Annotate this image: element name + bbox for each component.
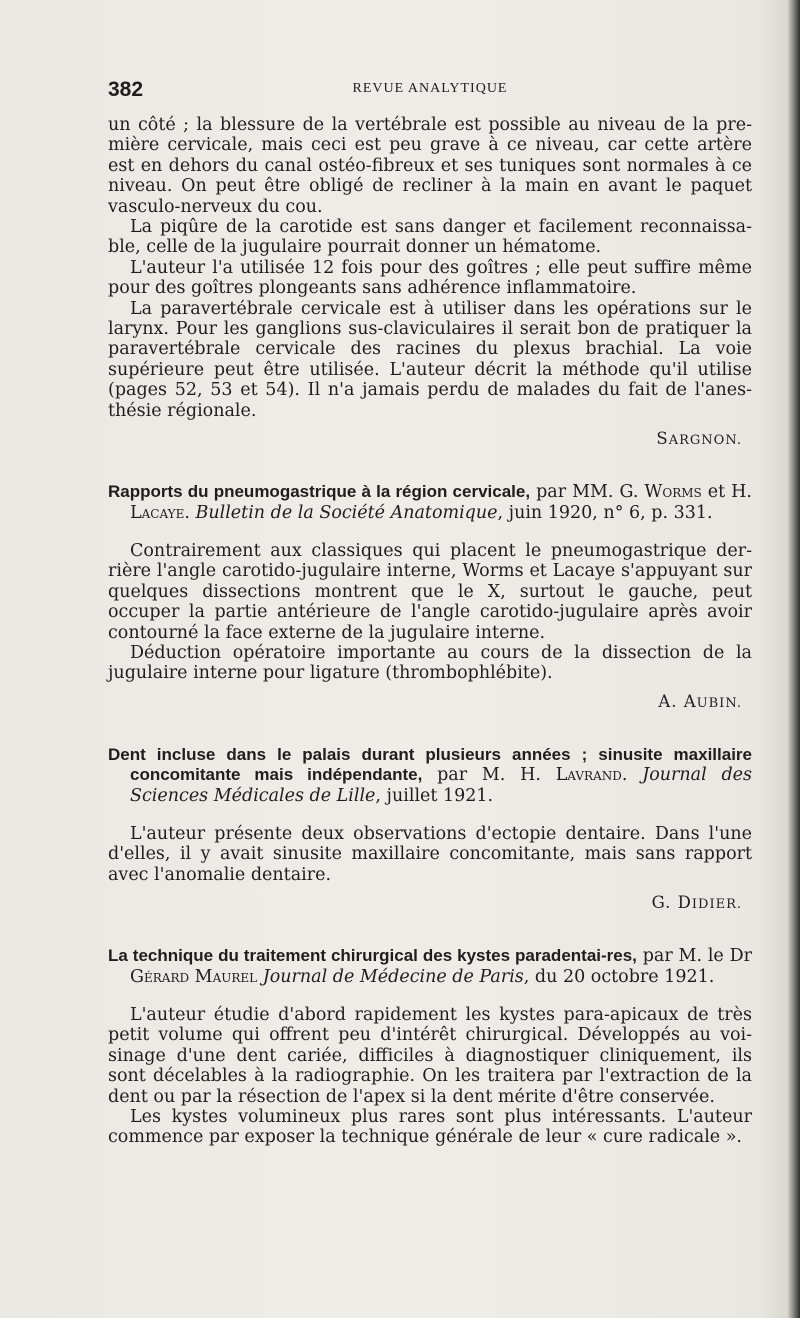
journal-name: Bulletin de la Société Anatomique bbox=[195, 502, 498, 523]
page-number: 382 bbox=[108, 78, 144, 101]
page-edge-shadow bbox=[788, 0, 800, 1318]
title-text: , juillet 1921. bbox=[375, 785, 494, 806]
signature-prefix: A. A bbox=[658, 691, 697, 711]
title-bold: Dent incluse dans le palais durant plusieurs années ; sinusite maxillaire concomitante mais indépendante, bbox=[108, 744, 752, 785]
author-name: Lacaye bbox=[130, 502, 185, 523]
signature-rest: IDIER. bbox=[691, 897, 742, 913]
title-text: et H. bbox=[701, 482, 752, 503]
article-title-kystes bbox=[108, 946, 752, 987]
page-body bbox=[108, 115, 752, 1148]
article-paragraph: Les kystes volumineux plus rares sont plus intéressants. L'auteur commence par exposer la technique générale de leur « cure radicale ». bbox=[108, 1107, 752, 1148]
author-name: Gérard Maurel bbox=[130, 966, 258, 987]
page-header bbox=[108, 78, 752, 102]
intro-paragraph: La piqûre de la carotide est sans danger et facilement reconnaissa-ble, celle de la jugulaire pourrait donner un hématome. bbox=[108, 217, 752, 258]
journal-name: Journal des Sciences Médicales de Lille bbox=[130, 765, 752, 806]
signature-rest: ARGNON. bbox=[668, 433, 742, 449]
title-text: par M. H. bbox=[422, 765, 556, 786]
signature-sargnon bbox=[108, 429, 742, 448]
article-title-dent-incluse bbox=[108, 745, 752, 806]
title-text: , du 20 octobre 1921. bbox=[523, 966, 715, 987]
article-paragraph: L'auteur étudie d'abord rapidement les kystes para-apicaux de très petit volume qui offrent peu d'intérêt chirurgical. Développés au voi-sinage d'une dent cariée, difficiles à diagnostiquer cliniquement, ils sont décelables à la radiographie. On les traitera par l'extraction de la dent ou par la résection de l'apex si la dent mérite d'être conservée. bbox=[108, 1005, 752, 1107]
article-title-pneumogastrique bbox=[108, 482, 752, 523]
running-head: REVUE ANALYTIQUE bbox=[352, 81, 508, 96]
signature-initial: S bbox=[656, 429, 669, 449]
title-text: par MM. G. bbox=[530, 482, 645, 503]
intro-paragraph: La paravertébrale cervicale est à utiliser dans les opérations sur le larynx. Pour les ganglions sus-claviculaires il serait bon de pratiquer la paravertébrale cervicale des racines du plexus brachial. La voie supérieure peut être utilisée. L'auteur décrit la méthode qu'il utilise (pages 52, 53 et 54). Il n'a jamais perdu de malades du fait de l'anes-thésie régionale. bbox=[108, 298, 752, 421]
article-paragraph: Contrairement aux classiques qui placent le pneumogastrique der-rière l'angle carotido-jugulaire interne, Worms et Lacaye s'appuyant sur quelques dissections montrent que le X, surtout le gauche, peut occuper la partie antérieure de l'angle carotido-jugulaire après avoir contourné la face externe de la jugulaire interne. bbox=[108, 540, 752, 643]
title-text: . bbox=[184, 502, 196, 523]
signature-prefix: G. D bbox=[651, 893, 692, 913]
journal-name: Journal de Médecine de Paris bbox=[262, 966, 524, 987]
title-bold: La technique du traitement chirurgical des kystes paradentai-res, bbox=[108, 946, 637, 966]
signature-rest: UBIN. bbox=[696, 695, 742, 711]
author-name: Lavrand bbox=[555, 765, 622, 786]
signature-aubin bbox=[108, 692, 742, 711]
author-name: Worms bbox=[644, 482, 702, 503]
title-bold: Rapports du pneumogastrique à la région cervicale, bbox=[108, 482, 531, 502]
signature-didier bbox=[108, 893, 742, 912]
title-text: . bbox=[621, 765, 643, 786]
intro-paragraph: un côté ; la blessure de la vertébrale est possible au niveau de la pre-mière cervicale, mais ceci est peu grave à ce niveau, car cette artère est en dehors du canal ostéo-fibreux et ses tuniques sont normales à ce niveau. On peut être obligé de recliner à la main en avant le paquet vasculo-nerveux du cou. bbox=[108, 115, 752, 217]
title-text: , juin 1920, n° 6, p. 331. bbox=[497, 502, 713, 523]
article-paragraph: Déduction opératoire importante au cours de la dissection de la jugulaire interne pour ligature (thrombophlébite). bbox=[108, 642, 752, 684]
article-paragraph: L'auteur présente deux observations d'ectopie dentaire. Dans l'une d'elles, il y avait sinusite maxillaire concomitante, mais sans rapport avec l'anomalie dentaire. bbox=[108, 823, 752, 885]
intro-paragraph: L'auteur l'a utilisée 12 fois pour des goîtres ; elle peut suffire même pour des goîtres plongeants sans adhérence inflammatoire. bbox=[108, 257, 752, 299]
title-text: par M. le Dr bbox=[636, 946, 752, 967]
